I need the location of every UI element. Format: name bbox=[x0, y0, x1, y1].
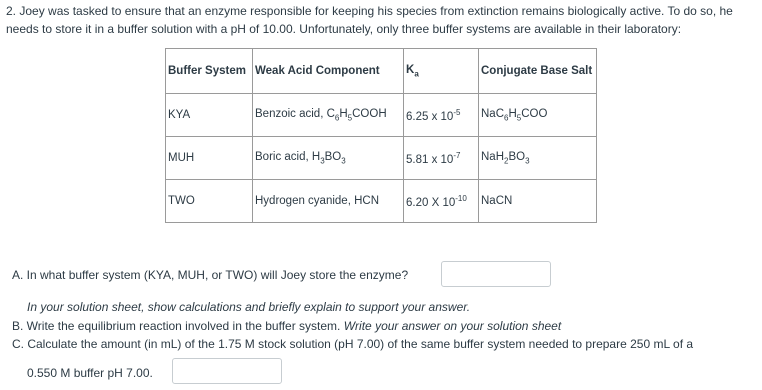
header-ka: $K_a$ bbox=[404, 49, 479, 94]
header-conjugate-salt: Conjugate Base Salt bbox=[479, 49, 597, 94]
question-a: A. In what buffer system (KYA, MUH, or TWO) will Joey store the enzyme? bbox=[12, 268, 409, 282]
cell-ka: 6.25 x $10^{-5}$ bbox=[404, 94, 479, 137]
table-row bbox=[166, 137, 597, 180]
table-row bbox=[166, 180, 597, 223]
header-weak-acid: Weak Acid Component bbox=[253, 49, 404, 94]
question-c-continued: 0.550 M buffer pH 7.00. bbox=[27, 366, 153, 380]
cell-salt: $NaC_6H_5COO$ bbox=[479, 94, 597, 137]
question-c: C. Calculate the amount (in mL) of the 1.75 M stock solution (pH 7.00) of the same buffer system needed to prepare 250 mL of a bbox=[12, 337, 694, 351]
answer-a-input[interactable] bbox=[441, 261, 551, 287]
cell-ka: 6.20 X $10^{-10}$ bbox=[404, 180, 479, 223]
answer-c-input[interactable] bbox=[172, 358, 282, 384]
cell-salt: NaCN bbox=[479, 180, 597, 223]
cell-system: MUH bbox=[166, 137, 253, 180]
cell-system: TWO bbox=[166, 180, 253, 223]
cell-acid: Hydrogen cyanide, HCN bbox=[253, 180, 404, 223]
header-buffer-system: Buffer System bbox=[166, 49, 253, 94]
table-row bbox=[166, 94, 597, 137]
cell-system: KYA bbox=[166, 94, 253, 137]
cell-salt: $NaH_2BO_3$ bbox=[479, 137, 597, 180]
cell-acid: Boric acid, $H_3BO_3$ bbox=[253, 137, 404, 180]
buffer-table bbox=[165, 48, 597, 223]
table-header-row bbox=[166, 49, 597, 94]
cell-ka: 5.81 x $10^{-7}$ bbox=[404, 137, 479, 180]
problem-intro: 2. Joey was tasked to ensure that an enzyme responsible for keeping his species from extinction remains biologically active. To do so, he needs to store it in a buffer solution with a pH of 10.00. Unfortunately, only three buffer systems are available in their laboratory: bbox=[6, 4, 733, 36]
question-a-note: In your solution sheet, show calculations and briefly explain to support your answer. bbox=[27, 300, 471, 314]
question-b: B. Write the equilibrium reaction involved in the buffer system. Write your answer on your solution sheet bbox=[12, 319, 562, 333]
cell-acid: Benzoic acid, $C_6H_5COOH$ bbox=[253, 94, 404, 137]
